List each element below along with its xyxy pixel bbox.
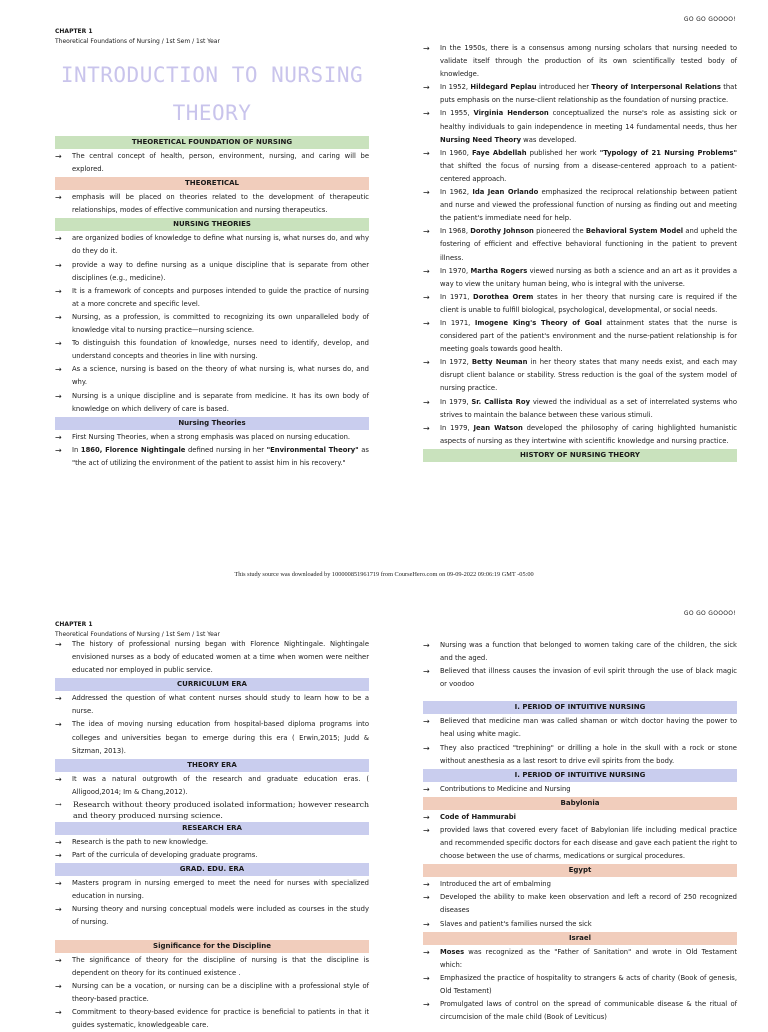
bullet-item	[55, 285, 369, 311]
bullet-item	[423, 665, 737, 691]
bullet-text: Slaves and patient's families nursed the sick	[440, 919, 592, 928]
bullet-item	[55, 390, 369, 416]
bullet-item	[423, 742, 737, 768]
arrow-bullet-icon: →	[423, 227, 430, 237]
arrow-bullet-icon: →	[55, 234, 62, 244]
bullet-emphasis: Imogene King's Theory of Goal	[474, 318, 602, 327]
bullet-item	[423, 81, 737, 107]
bullet-text: In the 1950s, there is a consensus among nursing scholars that nursing needed to validate itself through the production of its own scientifically tested body of knowledge.	[440, 44, 737, 79]
arrow-bullet-icon: →	[55, 851, 62, 861]
arrow-bullet-icon: →	[55, 152, 62, 161]
bullet-item	[55, 836, 369, 849]
bullet-item	[423, 225, 737, 264]
bullet-text: pioneered the	[533, 227, 586, 236]
page-header-right: GO GO GOOOO!	[683, 610, 736, 617]
section-heading: Israel	[423, 932, 737, 945]
bullet-text: In 1979,	[440, 397, 472, 406]
bullet-text: To distinguish this foundation of knowledge, nurses need to identify, develop, and understand concepts and theories in line with nursing.	[72, 339, 369, 361]
bullet-text: It was a natural outgrowth of the research and graduate education eras. ( Alligood,2014; Im & Chang,2012).	[72, 774, 369, 796]
arrow-bullet-icon: →	[55, 286, 62, 296]
page2-left-content	[55, 638, 369, 1032]
bullet-item	[55, 954, 369, 980]
bullet-emphasis: Code of Hammurabi	[440, 812, 516, 821]
arrow-bullet-icon: →	[423, 109, 430, 119]
arrow-bullet-icon: →	[423, 667, 430, 677]
bullet-text: provided laws that covered every facet of Babylonian life including medical practice and recommended specific doctors for each disease and gave each patient the right to choose between the use of charms, medications or surgical procedures.	[440, 825, 737, 861]
arrow-bullet-icon: →	[423, 44, 430, 53]
arrow-bullet-icon: →	[55, 799, 62, 809]
bullet-item	[423, 291, 737, 317]
arrow-bullet-icon: →	[55, 837, 62, 847]
bullet-item	[423, 878, 737, 891]
bullet-text: Research is the path to new knowledge.	[72, 837, 209, 846]
page1-right-column	[423, 42, 737, 463]
spacer	[423, 691, 737, 700]
bullet-text: Developed the ability to make keen observation and left a record of 250 recognized diseases	[440, 893, 737, 915]
bullet-text: The significance of theory for the discipline of nursing is that the discipline is dependent on theory for its continued existence .	[72, 955, 369, 977]
bullet-item	[423, 783, 737, 796]
bullet-emphasis: Hildegard Peplau	[470, 83, 537, 92]
bullet-emphasis: Jean Watson	[473, 423, 523, 432]
bullet-item	[423, 891, 737, 917]
bullet-emphasis: "Typology of 21 Nursing Problems"	[599, 148, 738, 157]
bullet-item	[423, 317, 737, 356]
arrow-bullet-icon: →	[55, 694, 62, 704]
bullet-text: Addressed the question of what content nurses should study to learn how to be a nurse.	[72, 694, 369, 716]
page-title-line-2: THEORY	[172, 101, 252, 125]
arrow-bullet-icon: →	[423, 825, 430, 835]
section-heading: THEORY ERA	[55, 759, 369, 772]
bullet-item	[423, 824, 737, 863]
document-page-2	[0, 600, 768, 1029]
arrow-bullet-icon: →	[55, 1007, 62, 1017]
bullet-text: emphasis will be placed on theories related to the development of therapeutic relationships, modes of effective communication and nursing therapeutics.	[72, 193, 369, 215]
section-heading: THEORETICAL	[55, 177, 369, 190]
page2-left-column	[55, 638, 369, 1032]
arrow-bullet-icon: →	[423, 743, 430, 753]
arrow-bullet-icon: →	[55, 312, 62, 322]
bullet-item	[423, 639, 737, 665]
bullet-text: Emphasized the practice of hospitality to strangers & acts of charity (Book of genesis, Old Testament)	[440, 973, 737, 995]
arrow-bullet-icon: →	[55, 640, 62, 649]
bullet-item	[55, 718, 369, 757]
arrow-bullet-icon: →	[423, 318, 430, 328]
section-heading: I. PERIOD OF INTUITIVE NURSING	[423, 769, 737, 782]
bullet-item	[423, 107, 737, 146]
bullet-text: Believed that illness causes the invasion of evil spirit through the use of black magic or voodoo	[440, 667, 737, 689]
arrow-bullet-icon: →	[55, 981, 62, 991]
bullet-text: conceptualized the nurse's role as assisting sick or healthy individuals to gain independence in meeting 14 fundamental needs, thus her	[440, 109, 737, 131]
bullet-item	[423, 998, 737, 1024]
arrow-bullet-icon: →	[423, 358, 430, 368]
bullet-text: Part of the curricula of developing graduate programs.	[72, 851, 258, 860]
page1-right-content	[423, 42, 737, 462]
page-header-left	[55, 620, 220, 640]
arrow-bullet-icon: →	[55, 905, 62, 915]
arrow-bullet-icon: →	[423, 266, 430, 276]
bullet-text: In 1970,	[440, 266, 471, 275]
arrow-bullet-icon: →	[55, 445, 62, 455]
bullet-emphasis: Moses	[440, 947, 465, 956]
bullet-text: In 1979,	[440, 423, 474, 432]
bullet-item	[55, 431, 369, 444]
bullet-text: introduced her	[536, 83, 592, 92]
bullet-item	[423, 265, 737, 291]
bullet-text: Nursing can be a vocation, or nursing can be a discipline with a professional style of theory-based practice.	[72, 981, 369, 1003]
bullet-text: Believed that medicine man was called shaman or witch doctor having the power to heal using white magic.	[440, 717, 737, 739]
arrow-bullet-icon: →	[423, 812, 430, 822]
spacer	[55, 930, 369, 939]
bullet-text: viewed the individual as a set of interrelated systems who strives to maintain the balance between these various stimuli.	[440, 397, 738, 419]
page1-left-column	[55, 56, 369, 470]
arrow-bullet-icon: →	[55, 432, 62, 442]
arrow-bullet-icon: →	[55, 879, 62, 889]
bullet-text: In 1955,	[440, 109, 474, 118]
bullet-item	[55, 150, 369, 176]
bullet-text: Contributions to Medicine and Nursing	[440, 784, 571, 793]
section-heading: HISTORY OF NURSING THEORY	[423, 449, 737, 462]
bullet-text: Masters program in nursing emerged to meet the need for nurses with specialized education in nursing.	[72, 879, 369, 901]
page2-right-content	[423, 639, 737, 1024]
arrow-bullet-icon: →	[423, 397, 430, 407]
arrow-bullet-icon: →	[423, 947, 430, 957]
bullet-text: states in her theory that nursing care is required if the client is unable to fulfill biological, psychological, developmental, or social needs.	[440, 292, 737, 314]
bullet-item	[423, 918, 737, 931]
bullet-text: defined nursing in her	[185, 445, 267, 454]
page2-right-column	[423, 639, 737, 1024]
bullet-text: They also practiced "trephining" or drilling a hole in the skull with a rock or stone without anesthesia as a last resort to drive evil spirits from the body.	[440, 743, 737, 765]
bullet-item	[55, 363, 369, 389]
arrow-bullet-icon: →	[423, 893, 430, 903]
bullet-text: as "the act of utilizing the environment of the patient to assist him in his recovery."	[72, 445, 369, 467]
bullet-item	[55, 849, 369, 862]
arrow-bullet-icon: →	[423, 919, 430, 929]
page-header-right: GO GO GOOOO!	[683, 16, 736, 23]
page-title-line-1: INTRODUCTION TO NURSING	[60, 63, 364, 87]
section-heading: Egypt	[423, 864, 737, 877]
bullet-text: Nursing is a unique discipline and is separate from medicine. It has its own body of knowledge on which delivery of care is based.	[72, 391, 369, 413]
section-heading: NURSING THEORIES	[55, 218, 369, 231]
bullet-item	[55, 311, 369, 337]
section-heading: THEORETICAL FOUNDATION OF NURSING	[55, 136, 369, 149]
bullet-text: published her work	[526, 148, 600, 157]
section-heading: CURRICULUM ERA	[55, 678, 369, 691]
bullet-text: In 1971,	[440, 292, 474, 301]
section-heading: Significance for the Discipline	[55, 940, 369, 953]
bullet-item	[55, 903, 369, 929]
bullet-item	[423, 422, 737, 448]
bullet-item	[55, 337, 369, 363]
bullet-text: that shifted the focus of nursing from a disease-centered approach to a patient-centered approach.	[440, 161, 737, 183]
bullet-item	[55, 191, 369, 217]
arrow-bullet-icon: →	[55, 365, 62, 375]
bullet-text: First Nursing Theories, when a strong emphasis was placed on nursing education.	[72, 432, 351, 441]
arrow-bullet-icon: →	[55, 339, 62, 349]
bullet-item	[423, 715, 737, 741]
bullet-item	[423, 396, 737, 422]
bullet-text: The central concept of health, person, environment, nursing, and caring will be explored.	[72, 152, 369, 174]
bullet-emphasis: Dorothea Orem	[473, 292, 534, 301]
bullet-emphasis: Sr. Callista Roy	[471, 397, 531, 406]
bullet-text: was developed.	[521, 135, 577, 144]
bullet-emphasis: 1860, Florence Nightingale	[80, 445, 186, 454]
bullet-text: Promulgated laws of control on the spread of communicable disease & the ritual of circumcision of the male child (Book of Leviticus)	[440, 999, 737, 1022]
arrow-bullet-icon: →	[423, 880, 430, 890]
bullet-text: that puts emphasis on the nurse-client relationship as the foundation of nursing practice.	[440, 83, 738, 105]
bullet-emphasis: "Environmental Theory"	[266, 445, 359, 454]
arrow-bullet-icon: →	[55, 260, 62, 270]
arrow-bullet-icon: →	[55, 720, 62, 730]
bullet-text: As a science, nursing is based on the theory of what nursing is, what nurses do, and why.	[72, 365, 369, 387]
download-footer: This study source was downloaded by 100000851961719 from CourseHero.com on 09-09-2022 09:06:19 GMT -05:00	[234, 571, 534, 578]
bullet-item	[423, 186, 737, 225]
bullet-item	[55, 773, 369, 799]
bullet-emphasis: Virginia Henderson	[473, 109, 549, 118]
bullet-item	[55, 692, 369, 718]
section-heading: Babylonia	[423, 797, 737, 810]
section-heading: Nursing Theories	[55, 417, 369, 430]
chapter-label: CHAPTER 1	[55, 28, 93, 35]
bullet-text: In 1960,	[440, 148, 472, 157]
bullet-text: developed the philosophy of caring highlighted humanistic aspects of nursing as they intertwine with scientific knowledge and nursing practice.	[440, 423, 737, 445]
chapter-label: CHAPTER 1	[55, 621, 93, 628]
arrow-bullet-icon: →	[423, 717, 430, 727]
bullet-emphasis: Betty Neuman	[471, 358, 528, 367]
arrow-bullet-icon: →	[423, 188, 430, 198]
bullet-item	[423, 811, 737, 824]
bullet-text: are organized bodies of knowledge to define what nursing is, what nurses do, and why do they do it.	[72, 234, 369, 256]
bullet-emphasis: Faye Abdellah	[471, 148, 527, 157]
arrow-bullet-icon: →	[423, 83, 430, 93]
arrow-bullet-icon: →	[423, 148, 430, 158]
bullet-emphasis: Ida Jean Orlando	[472, 188, 539, 197]
bullet-text: Nursing theory and nursing conceptual models were included as courses in the study of nursing.	[72, 905, 369, 927]
bullet-text: Nursing, as a profession, is committed to recognizing its own unparalleled body of knowledge vital to nursing practice—nursing science.	[72, 312, 369, 335]
bullet-text: Commitment to theory-based evidence for practice is beneficial to patients in that it guides systematic, knowledgeable care.	[72, 1007, 369, 1029]
bullet-text: attainment states that the nurse is considered part of the patient's environment and the nurse-patient relationship is for meeting goals towards good health.	[440, 318, 737, 354]
bullet-text: viewed nursing as both a science and an art as it provides a way to view the unitary human being, who is integral with the universe.	[440, 266, 737, 288]
course-label: Theoretical Foundations of Nursing / 1st Sem / 1st Year	[55, 38, 220, 45]
bullet-item	[55, 799, 369, 821]
course-label: Theoretical Foundations of Nursing / 1st Sem / 1st Year	[55, 631, 220, 638]
bullet-item	[55, 877, 369, 903]
bullet-item	[423, 356, 737, 395]
bullet-text: The history of professional nursing began with Florence Nightingale. Nightingale envisioned nurses as a body of educated women at a time when women were neither educated nor employed in public service.	[72, 640, 369, 675]
bullet-item	[55, 980, 369, 1006]
arrow-bullet-icon: →	[55, 955, 62, 965]
bullet-text: Nursing was a function that belonged to women taking care of the children, the sick and the aged.	[440, 641, 737, 663]
page-header-left	[55, 27, 220, 47]
bullet-emphasis: Theory of Interpersonal Relations	[591, 83, 721, 92]
bullet-item	[423, 972, 737, 998]
bullet-item	[423, 946, 737, 972]
bullet-text: in her theory states that many needs exist, and each may disrupt client balance or stability. Stress reduction is the goal of the system model of nursing practice.	[440, 358, 737, 393]
bullet-text: In 1971,	[440, 318, 475, 327]
bullet-text: In	[72, 445, 81, 454]
arrow-bullet-icon: →	[55, 774, 62, 784]
arrow-bullet-icon: →	[423, 641, 430, 650]
arrow-bullet-icon: →	[423, 292, 430, 302]
bullet-text: provide a way to define nursing as a unique discipline that is separate from other disciplines (e.g., medicine).	[72, 260, 369, 282]
bullet-text: and upheld the fostering of efficient and effective behavioral functioning in the patient to prevent illness.	[440, 227, 738, 262]
page1-left-content	[55, 136, 369, 470]
arrow-bullet-icon: →	[423, 423, 430, 433]
bullet-text: emphasized the reciprocal relationship between patient and nurse and viewed the professional function of nursing as finding out and meeting the patient's immediate need for help.	[440, 188, 738, 223]
section-heading: RESEARCH ERA	[55, 822, 369, 835]
section-heading: I. PERIOD OF INTUITIVE NURSING	[423, 701, 737, 714]
bullet-item	[423, 147, 737, 186]
bullet-text: Research without theory produced isolated information; however research and theory produced nursing science.	[73, 799, 369, 820]
bullet-text: In 1962,	[440, 188, 473, 197]
bullet-text: was recognized as the "Father of Sanitation" and wrote in Old Testament which:	[440, 947, 737, 969]
bullet-text: It is a framework of concepts and purposes intended to guide the practice of nursing at a more concrete and specific level.	[72, 286, 369, 308]
bullet-item	[423, 42, 737, 81]
bullet-item	[55, 444, 369, 470]
section-heading: GRAD. EDU. ERA	[55, 863, 369, 876]
bullet-text: The idea of moving nursing education from hospital-based diploma programs into colleges and universities began to emerge during this era ( Erwin,2015; Judd & Sitzman, 2013).	[72, 720, 369, 755]
bullet-emphasis: Nursing Need Theory	[440, 135, 522, 144]
bullet-item	[55, 232, 369, 258]
arrow-bullet-icon: →	[423, 973, 430, 983]
arrow-bullet-icon: →	[55, 391, 62, 401]
bullet-text: Introduced the art of embalming	[440, 880, 551, 889]
bullet-text: In 1968,	[440, 227, 471, 236]
bullet-emphasis: Martha Rogers	[470, 266, 528, 275]
arrow-bullet-icon: →	[423, 784, 430, 794]
arrow-bullet-icon: →	[423, 999, 430, 1009]
bullet-item	[55, 259, 369, 285]
bullet-text: In 1972,	[440, 358, 472, 367]
arrow-bullet-icon: →	[55, 193, 62, 203]
bullet-emphasis: Behavioral System Model	[585, 227, 684, 236]
bullet-emphasis: Dorothy Johnson	[470, 227, 534, 236]
bullet-item	[55, 1006, 369, 1032]
bullet-text: In 1952,	[440, 83, 471, 92]
bullet-item	[55, 638, 369, 677]
